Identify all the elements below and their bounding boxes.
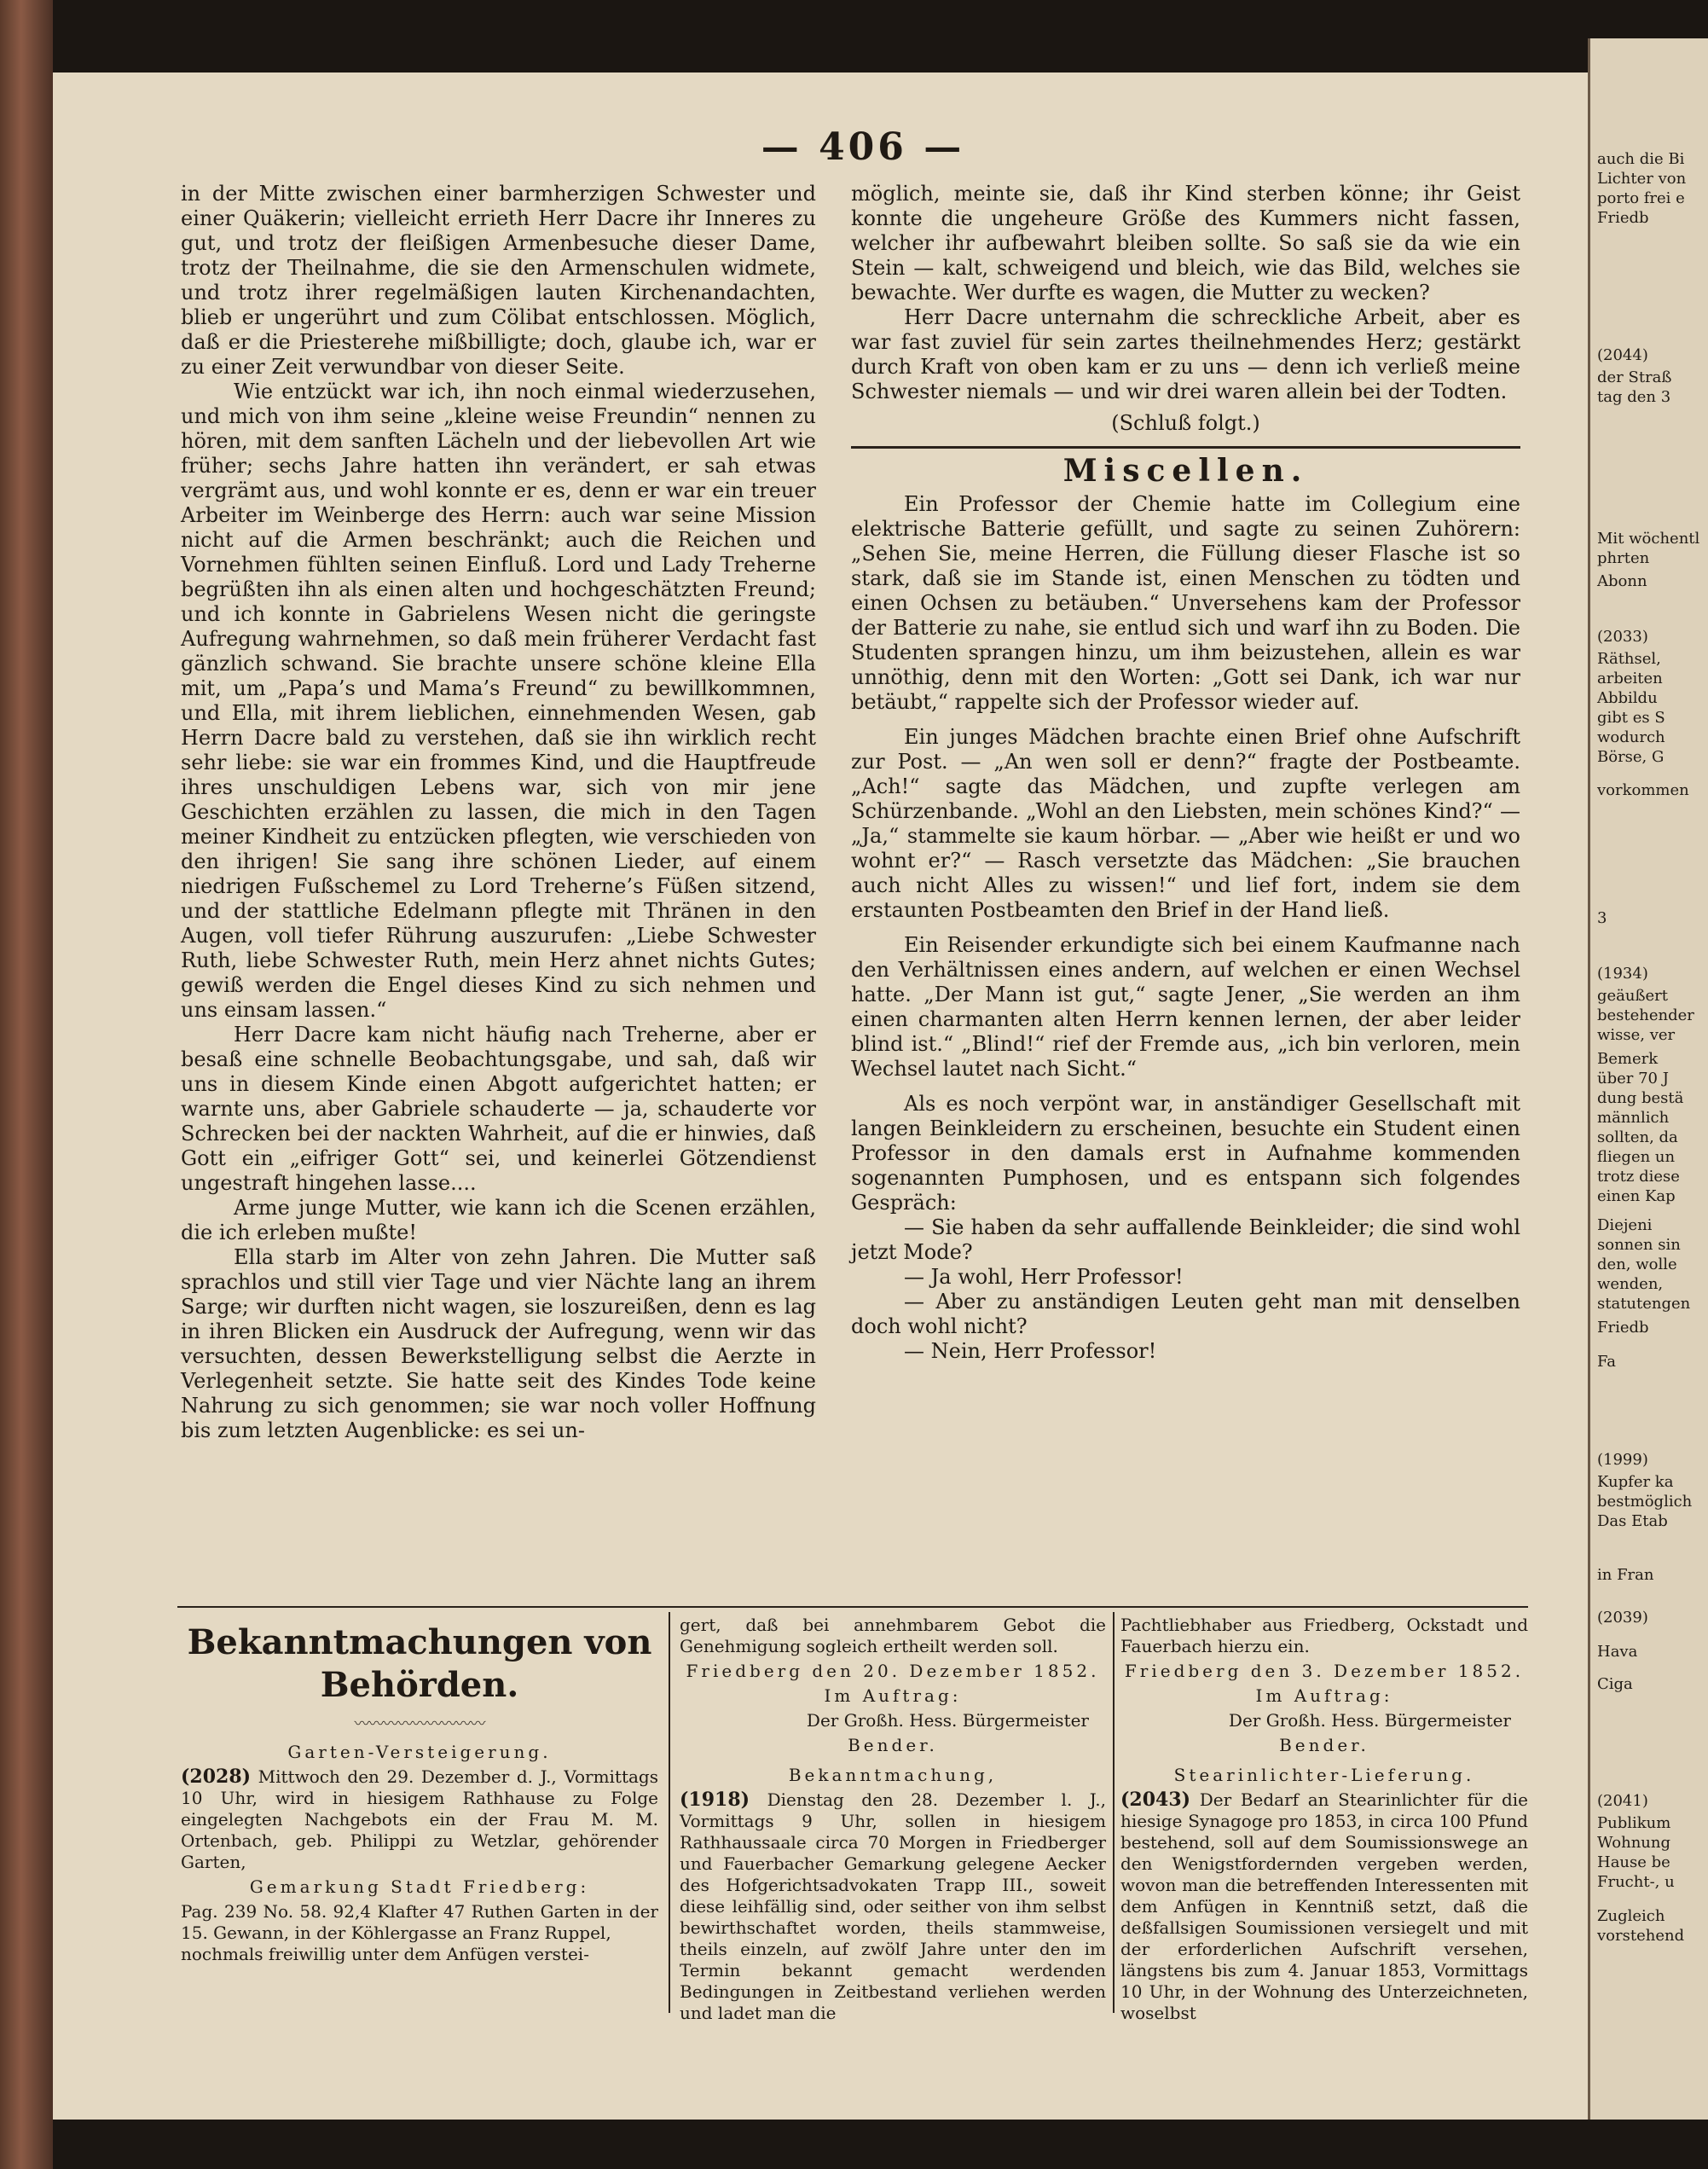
dialogue-line: — Aber zu anständigen Leuten geht man mit denselben doch wohl nicht? bbox=[851, 1290, 1520, 1338]
fragment: in Fran bbox=[1597, 1566, 1654, 1584]
announcement-number: (1918) bbox=[680, 1789, 750, 1811]
fragment: männlich bbox=[1597, 1109, 1670, 1127]
announcement-text: Dienstag den 28. Dezember l. J., Vormittags 9 Uhr, sollen in hiesigem Rathhaussaale circa 70 Morgen in Friedberger und Fauerbacher Gemarkung gelegene Aecker des Hofgerichtsadvokaten Trapp III., soweit diese leihfällig sind, oder seither von ihm selbst bewirthschaftet worden, theils stammweise, theils einzeln, auf zwölf Jahre unter den im Termin bekannt gemacht werdenden Bedingungen in Zeitbestand verliehen werden und ladet man die bbox=[680, 1789, 1106, 2023]
fragment: (2039) bbox=[1597, 1609, 1648, 1627]
anecdote: Ein Professor der Chemie hatte im Collegium eine elektrische Batterie gefüllt, und sagte zu seinen Zuhörern: „Sehen Sie, meine Herren, die Füllung dieser Flasche ist so stark, daß sie im Stande ist, einen Menschen zu tödten und einen Ochsen zu betäuben.“ Unversehens kam der Professor der Batterie zu nahe, sie entlud sich und warf ihn zu Boden. Die Studenten sprangen hinzu, um ihm beizustehen, allein es war unnöthig, denn mit den Worten: „Gott sei Dank, ich war nur betäubt,“ rappelte sich der Professor wieder auf. bbox=[851, 492, 1520, 714]
paragraph: Herr Dacre unternahm die schreckliche Arbeit, aber es war fast zuviel für sein zartes theilnehmendes Herz; gestärkt durch Kraft von oben kam er zu uns — denn ich verließ meine Schwester niemals — und wir drei waren allein bei der Todten. bbox=[851, 305, 1520, 403]
fragment: Wohnung bbox=[1597, 1834, 1671, 1852]
fragment: arbeiten bbox=[1597, 670, 1663, 687]
fragment: dung bestä bbox=[1597, 1089, 1684, 1107]
paragraph: Ella starb im Alter von zehn Jahren. Die Mutter saß sprachlos und still vier Tage und vier Nächte lang an ihrem Sarge; wir durften nicht wagen, sie loszureißen, denn es lag in ihren Blicken ein Ausdruck der Aufregung, wenn wir das versuchten, dessen Bewerkstelligung selbst die Aerzte in Verlegenheit setzte. Sie hatte seit des Kindes Tode keine Nahrung zu sich genommen; sie war noch voller Hoffnung bis zum letzten Augenblicke: es sei un- bbox=[181, 1245, 816, 1442]
fragment: Räthsel, bbox=[1597, 650, 1661, 668]
announcement-text: nochmals freiwillig unter dem Anfügen verstei- bbox=[181, 1944, 589, 1964]
fragment: 3 bbox=[1597, 909, 1607, 927]
fragment: vorstehend bbox=[1597, 1927, 1685, 1945]
paragraph: möglich, meinte sie, daß ihr Kind sterben könne; ihr Geist konnte die ungeheure Größe des Kummers nicht fassen, welcher ihr aufbewahrt bleiben sollte. So saß sie da wie ein Stein — kalt, schweigend und bleich, wie das Bild, welches sie bewachte. Wer durfte es wagen, die Mutter zu wecken? bbox=[851, 182, 1520, 304]
anecdote: Ein Reisender erkundigte sich bei einem Kaufmanne nach den Verhältnissen eines andern, auf welchen er einen Wechsel hatte. „Der Mann ist gut,“ sagte Jener, „Sie werden an ihm einen charmanten alten Herrn kennen lernen, der aber leider blind ist.“ „Blind!“ rief der Fremde aus, „ich bin verloren, mein Wechsel lautet nach Sicht.“ bbox=[851, 933, 1520, 1081]
left-text-column bbox=[181, 182, 816, 1598]
newspaper-page bbox=[53, 72, 1588, 2120]
announcement-heading: Stearinlichter-Lieferung. bbox=[1173, 1765, 1475, 1785]
paragraph: Herr Dacre kam nicht häufig nach Treherne, aber er besaß eine schnelle Beobachtungsgabe, und sah, daß wir uns in diesem Kinde einen Abgott aufgerichtet hatten; er warnte uns, aber Gabriele schauderte — ja, schauderte vor Schrecken bei der nackten Wahrheit, auf die er hinwies, daß Gott ein „eifriger Gott“ sei, und keinerlei Götzendienst ungestraft hingehen lasse.... bbox=[181, 1023, 816, 1195]
office-title: Der Großh. Hess. Bürgermeister bbox=[1228, 1710, 1511, 1731]
fragment: Frucht-, u bbox=[1597, 1873, 1675, 1891]
fragment: (1934) bbox=[1597, 965, 1648, 983]
fragment: Fa bbox=[1597, 1353, 1616, 1371]
place-date: Friedberg den 20. Dezember 1852. bbox=[686, 1661, 1100, 1681]
section-divider bbox=[851, 446, 1520, 449]
right-text-column bbox=[851, 182, 1520, 1598]
fragment: phrten bbox=[1597, 549, 1650, 567]
fragment: Publikum bbox=[1597, 1814, 1671, 1832]
fragment: geäußert bbox=[1597, 987, 1669, 1005]
fragment: sollten, da bbox=[1597, 1128, 1678, 1146]
fragment: der Straß bbox=[1597, 368, 1672, 386]
order-label: Im Auftrag: bbox=[1255, 1685, 1393, 1706]
next-page-edge bbox=[1588, 38, 1708, 2120]
fragment: (2033) bbox=[1597, 628, 1648, 646]
fragment: wenden, bbox=[1597, 1275, 1664, 1293]
paragraph: Wie entzückt war ich, ihn noch einmal wiederzusehen, und mich von ihm seine „kleine weise Freundin“ nennen zu hören, mit dem sanften Lächeln und der liebevollen Art wie früher; sechs Jahre hatten ihn verändert, er sah etwas vergrämt aus, und wohl konnte er es, denn er war ein treuer Arbeiter im Weinberge des Herrn: auch war seine Mission nicht auf die Armen beschränkt; auch die Reichen und Vornehmen fühlten seinen Einfluß. Lord und Lady Treherne begrüßten ihn als einen alten und hochgeschätzten Freund; und ich konnte in Gabrielens Wesen nicht die geringste Aufregung wahrnehmen, so daß mein früherer Verdacht fast gänzlich schwand. Sie brachte unsere schöne kleine Ella mit, um „Papa’s und Mama’s Freund“ zu bewillkommnen, und Ella, mit ihrem lieblichen, einnehmenden Wesen, gab Herrn Dacre bald zu verstehen, daß sie ihn wirklich recht sehr liebe: sie war ein frommes Kind, und die Hauptfreude ihres unschuldigen Lebens war, sich von mir jene Geschichten erzählen zu lassen, die mich in den Tagen meiner Kindheit zu entzücken pflegten, wie verschieden von den ihrigen! Sie sang ihre schönen Lieder, auf einem niedrigen Fußschemel zu Lord Treherne’s Füßen sitzend, und der stattliche Edelmann pflegte mit Thränen in den Augen, voll tiefer Rührung auszurufen: „Liebe Schwester Ruth, liebe Schwester Ruth, mein Herz ahnet nichts Gutes; gewiß werden die Engel dieses Kind zu sich nehmen und uns einsam lassen.“ bbox=[181, 380, 816, 1022]
district-label: Gemarkung Stadt Friedberg: bbox=[249, 1876, 590, 1897]
announcement-text: gert, daß bei annehmbarem Gebot die Genehmigung sogleich ertheilt werden soll. bbox=[680, 1615, 1106, 1656]
fragment: Kupfer ka bbox=[1597, 1473, 1674, 1491]
fragment: bestehender bbox=[1597, 1006, 1694, 1024]
dialogue-line: — Nein, Herr Professor! bbox=[904, 1339, 1157, 1363]
paragraph: Arme junge Mutter, wie kann ich die Scenen erzählen, die ich erleben mußte! bbox=[181, 1196, 816, 1244]
announcements-title: Bekanntmachungen von Behörden. bbox=[187, 1622, 652, 1705]
fragment: bestmöglich bbox=[1597, 1493, 1693, 1511]
fragment: Börse, G bbox=[1597, 748, 1665, 766]
fragment: Friedb bbox=[1597, 209, 1649, 227]
announcement-text: Der Bedarf an Stearinlichter für die hiesige Synagoge pro 1853, in circa 100 Pfund bestehend, soll auf dem Soumissionswege an den Wenigstfordernden vergeben werden, wovon man die betreffenden Interessenten mit dem Anfügen in Kenntniß setzt, daß die deßfallsigen Soumissionen versiegelt und mit der erforderlichen Aufschrift versehen, längstens bis zum 4. Januar 1853, Vormittags 10 Uhr, in der Wohnung des Unterzeichneten, woselbst bbox=[1120, 1789, 1529, 2023]
place-date: Friedberg den 3. Dezember 1852. bbox=[1124, 1661, 1525, 1681]
announcement-text: Mittwoch den 29. Dezember d. J., Vormittags 10 Uhr, wird in hiesigem Rathhause zu Folge eingelegten Nachgebots ein der Frau M. M. Ortenbach, geb. Philippi zu Wetzlar, gehörender Garten, bbox=[181, 1766, 658, 1872]
signature: Bender. bbox=[848, 1735, 938, 1755]
fragment: Das Etab bbox=[1597, 1512, 1668, 1530]
fragment: Diejeni bbox=[1597, 1216, 1653, 1234]
fragment: den, wolle bbox=[1597, 1256, 1677, 1273]
fragment: sonnen sin bbox=[1597, 1236, 1681, 1254]
miscellany-heading: Miscellen. bbox=[1062, 453, 1309, 489]
fragment: gibt es S bbox=[1597, 709, 1665, 727]
anecdote: Ein junges Mädchen brachte einen Brief ohne Aufschrift zur Post. — „An wen soll er denn?“ fragte der Postbeamte. „Ach!“ sagte das Mädchen, und zupfte verlegen am Schürzenbande. „Wohl an den Liebsten, mein schönes Kind?“ — „Ja,“ stammelte sie kaum hörbar. — „Aber wie heißt er und wo wohnt er?“ — Rasch versetzte das Mädchen: „Sie brauchen auch nicht Alles zu wissen!“ und lief fort, indem sie dem erstaunten Postbeamten den Brief in der Hand ließ. bbox=[851, 725, 1520, 922]
announcement-column-1 bbox=[181, 1615, 658, 2007]
announcement-column-3 bbox=[1120, 1615, 1529, 2023]
column-rule bbox=[669, 1612, 670, 2013]
fragment: Ciga bbox=[1597, 1675, 1633, 1693]
fragment: wisse, ver bbox=[1597, 1026, 1676, 1044]
fragment: über 70 J bbox=[1597, 1070, 1669, 1087]
fragment: Friedb bbox=[1597, 1319, 1649, 1337]
announcements-divider bbox=[177, 1606, 1528, 1608]
order-label: Im Auftrag: bbox=[824, 1685, 962, 1706]
fragment: Bemerk bbox=[1597, 1050, 1659, 1068]
fragment: Hava bbox=[1597, 1643, 1638, 1661]
parcel-description: Pag. 239 No. 58. 92,4 Klafter 47 Ruthen Garten in der 15. Gewann, in der Köhlergasse an Franz Ruppel, bbox=[181, 1901, 658, 1943]
dialogue-line: — Ja wohl, Herr Professor! bbox=[904, 1265, 1184, 1289]
fragment: (1999) bbox=[1597, 1451, 1648, 1469]
announcement-heading: Garten-Versteigerung. bbox=[287, 1742, 552, 1762]
anecdote: Als es noch verpönt war, in anständiger Gesellschaft mit langen Beinkleidern zu erscheinen, besuchte ein Student einen Professor in den damals erst in Aufnahme kommenden sogenannten Pumphosen, und es entspann sich folgendes Gespräch: bbox=[851, 1092, 1520, 1215]
fragment: statutengen bbox=[1597, 1295, 1691, 1313]
announcement-column-2 bbox=[680, 1615, 1106, 2023]
dialogue-line: — Sie haben da sehr auffallende Beinkleider; die sind wohl jetzt Mode? bbox=[851, 1215, 1520, 1264]
fragment: porto frei e bbox=[1597, 189, 1685, 207]
column-rule bbox=[1113, 1612, 1115, 2013]
book-binding bbox=[0, 0, 53, 2169]
fragment: Mit wöchentl bbox=[1597, 530, 1700, 548]
fragment: Hause be bbox=[1597, 1853, 1670, 1871]
fragment: fliegen un bbox=[1597, 1148, 1676, 1166]
fragment: auch die Bi bbox=[1597, 150, 1685, 168]
fragment: vorkommen bbox=[1597, 781, 1689, 799]
signature: Bender. bbox=[1279, 1735, 1369, 1755]
ornament-divider: 〰〰〰〰〰〰〰〰〰 bbox=[354, 1715, 485, 1733]
to-be-continued: (Schluß folgt.) bbox=[1111, 411, 1260, 435]
page-number: — 406 — bbox=[761, 125, 965, 169]
fragment: Lichter von bbox=[1597, 170, 1687, 188]
fragment: (2044) bbox=[1597, 346, 1648, 364]
fragment: tag den 3 bbox=[1597, 388, 1671, 406]
fragment: Abbildu bbox=[1597, 689, 1658, 707]
announcement-text: Pachtliebhaber aus Friedberg, Ockstadt und Fauerbach hierzu ein. bbox=[1120, 1615, 1528, 1656]
fragment: (2041) bbox=[1597, 1792, 1648, 1810]
fragment: einen Kap bbox=[1597, 1187, 1676, 1205]
fragment: Zugleich bbox=[1597, 1907, 1665, 1925]
announcement-number: (2043) bbox=[1120, 1789, 1191, 1811]
announcement-number: (2028) bbox=[181, 1766, 252, 1788]
fragment: Abonn bbox=[1597, 572, 1647, 590]
office-title: Der Großh. Hess. Bürgermeister bbox=[806, 1710, 1089, 1731]
fragment: trotz diese bbox=[1597, 1168, 1680, 1186]
paragraph: in der Mitte zwischen einer barmherzigen Schwester und einer Quäkerin; vielleicht errieth Herr Dacre ihr Inneres zu gut, und trotz der fleißigen Armenbesuche dieser Dame, trotz der Theilnahme, die sie den Armenschulen widmete, und trotz ihrer regelmäßigen lauten Kirchenandachten, blieb er ungerührt und zum Cölibat entschlossen. Möglich, daß er die Priesterehe mißbilligte; doch, glaube ich, war er zu einer Zeit verwundbar von dieser Seite. bbox=[181, 182, 816, 379]
announcement-heading: Bekanntmachung, bbox=[788, 1765, 998, 1785]
fragment: wodurch bbox=[1597, 728, 1665, 746]
